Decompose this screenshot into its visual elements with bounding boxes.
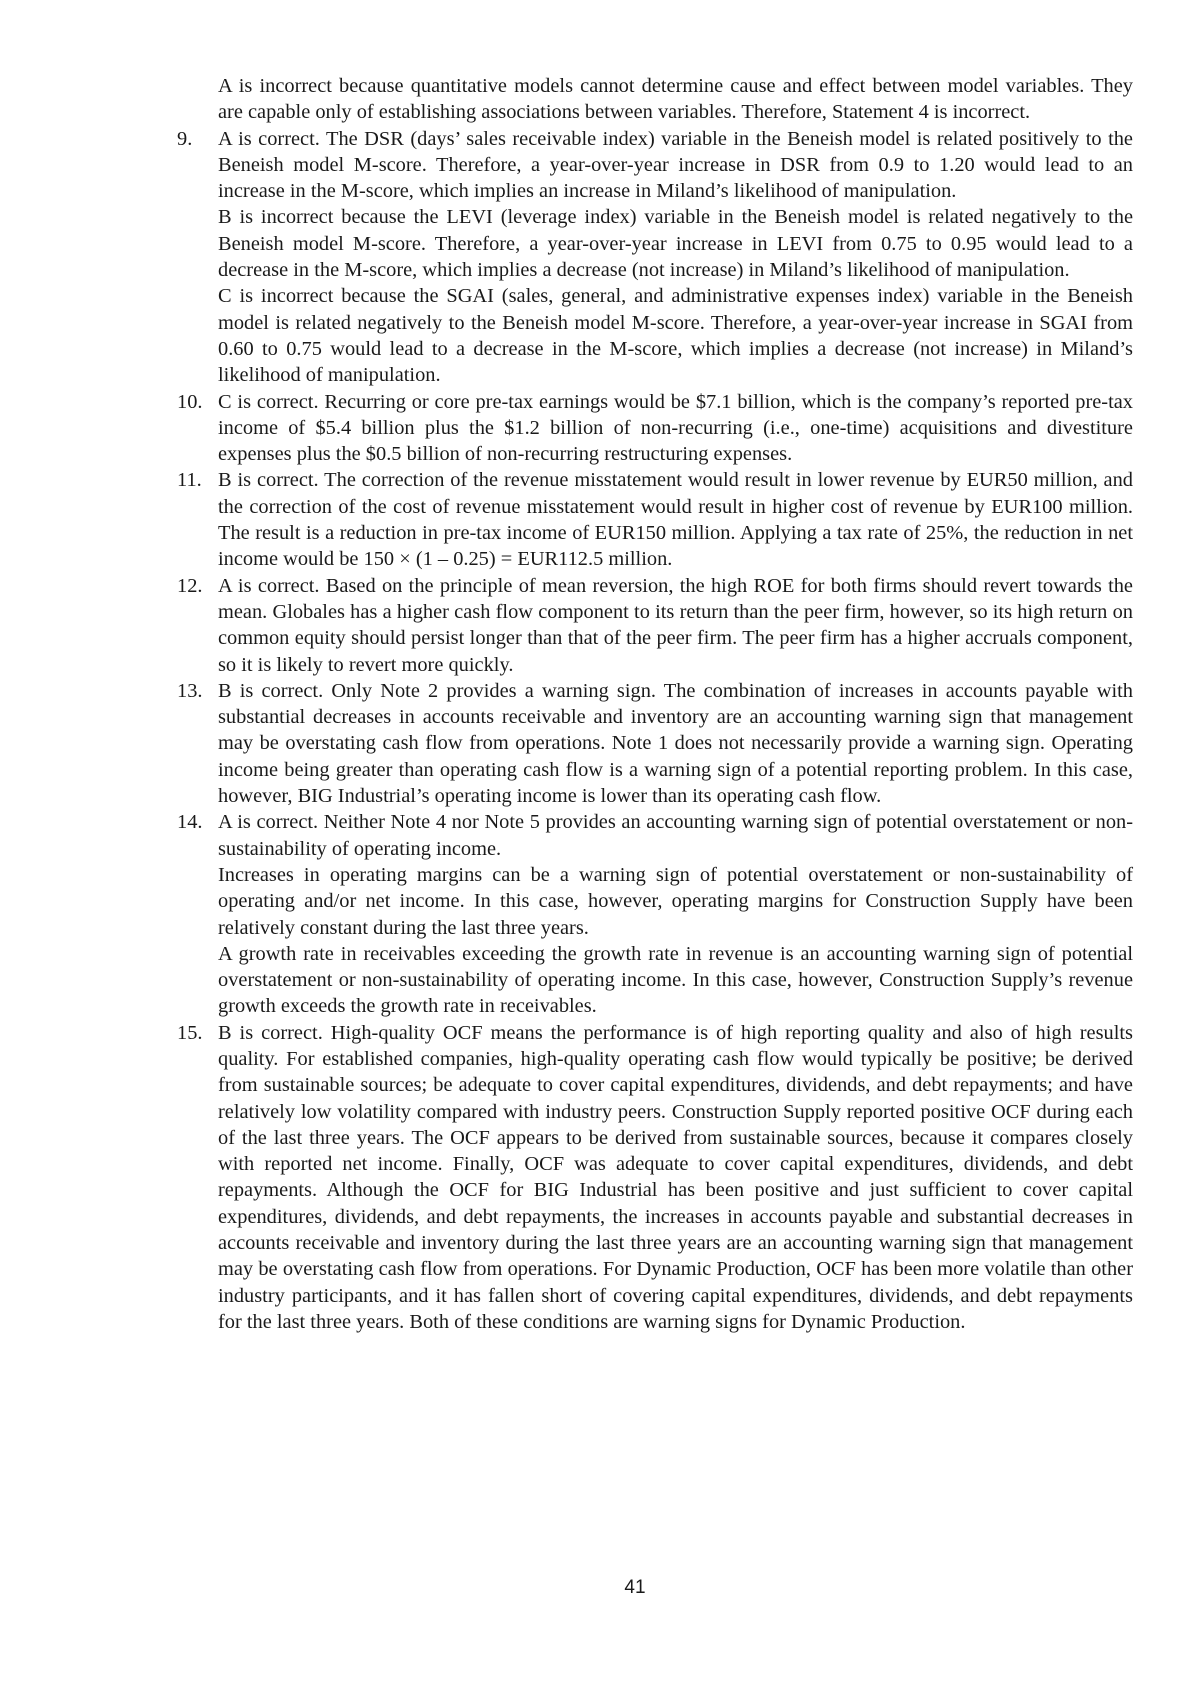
item-number: 14. — [177, 811, 203, 834]
item-paragraph: B is correct. Only Note 2 provides a warning sign. The combination of increases in accounts payable with substantial decreases in accounts receivable and inventory are an accounting warning sign that management may be overstating cash flow from operations. Note 1 does not necessarily provide a warning sign. Operating income being greater than operating cash flow is a warning sign of a potential reporting problem. In this case, however, BIG Industrial’s operating income is lower than its operating cash flow. — [218, 679, 1133, 808]
item-paragraph: C is incorrect because the SGAI (sales, general, and administrative expenses index) variable in the Beneish model is related negatively to the Beneish model M-score. Therefore, a year-over-year increase in SGAI from 0.60 to 0.75 would lead to a decrease in the M-score, which implies a decrease (not increase) in Miland’s likelihood of manipulation. — [218, 285, 1133, 387]
item-number: 10. — [177, 390, 203, 413]
answer-item-12 — [177, 573, 1133, 678]
answer-item-13 — [177, 678, 1133, 809]
answer-item-10 — [177, 389, 1133, 468]
item-paragraph: C is correct. Recurring or core pre-tax earnings would be $7.1 billion, which is the company’s reported pre-tax income of $5.4 billion plus the $1.2 billion of non-recurring (i.e., one-time) acquisitions and divestiture expenses plus the $0.5 billion of non-recurring restructuring expenses. — [218, 390, 1133, 466]
answer-item-9 — [177, 126, 1133, 389]
item-number: 9. — [177, 127, 193, 150]
item-paragraph: Increases in operating margins can be a warning sign of potential overstatement or non-sustainability of operating and/or net income. In this case, however, operating margins for Construction Supply have been relatively constant during the last three years. — [218, 863, 1133, 939]
answer-item-11 — [177, 467, 1133, 572]
item-paragraph: A is correct. Based on the principle of mean reversion, the high ROE for both firms should revert towards the mean. Globales has a higher cash flow component to its return than the peer firm, however, so its high return on common equity should persist longer than that of the peer firm. The peer firm has a higher accruals component, so it is likely to revert more quickly. — [218, 574, 1133, 676]
item-paragraph: B is correct. The correction of the revenue misstatement would result in lower revenue by EUR50 million, and the correction of the cost of revenue misstatement would result in higher cost of revenue by EUR100 million. The result is a reduction in pre-tax income of EUR150 million. Applying a tax rate of 25%, the reduction in net income would be 150 × (1 – 0.25) = EUR112.5 million. — [218, 469, 1133, 571]
item-paragraph: B is correct. High-quality OCF means the performance is of high reporting quality and also of high results quality. For established companies, high-quality operating cash flow would typically be positive; be derived from sustainable sources; be adequate to cover capital expenditures, dividends, and debt repayments; and have relatively low volatility compared with industry peers. Construction Supply reported positive OCF during each of the last three years. The OCF appears to be derived from sustainable sources, because it compares closely with reported net income. Finally, OCF was adequate to cover capital expenditures, dividends, and debt repayments. Although the OCF for BIG Industrial has been positive and just sufficient to cover capital expenditures, dividends, and debt repayments, the increases in accounts payable and substantial decreases in accounts receivable and inventory during the last three years are an accounting warning sign that management may be overstating cash flow from operations. For Dynamic Production, OCF has been more volatile than other industry participants, and it has fallen short of covering capital expenditures, dividends, and debt repayments for the last three years. Both of these conditions are warning signs for Dynamic Production. — [218, 1021, 1133, 1333]
page-number: 41 — [624, 1577, 646, 1598]
item-number: 15. — [177, 1021, 203, 1044]
intro-paragraph: A is incorrect because quantitative models cannot determine cause and effect between model variables. They are capable only of establishing associations between variables. Therefore, Statement 4 is incorrect. — [218, 75, 1133, 124]
item-number: 13. — [177, 679, 203, 702]
item-paragraph: A is correct. The DSR (days’ sales receivable index) variable in the Beneish model is related positively to the Beneish model M-score. Therefore, a year-over-year increase in DSR from 0.9 to 1.20 would lead to an increase in the M-score, which implies an increase in Miland’s likelihood of manipulation. — [218, 127, 1133, 203]
answer-item-14 — [177, 809, 1133, 1019]
answer-explanations — [177, 73, 1133, 1335]
answer-item-15 — [177, 1020, 1133, 1336]
item-paragraph: A growth rate in receivables exceeding the growth rate in revenue is an accounting warning sign of potential overstatement or non-sustainability of operating income. In this case, however, Construction Supply’s revenue growth exceeds the growth rate in receivables. — [218, 942, 1133, 1018]
item-number: 12. — [177, 574, 203, 597]
item-paragraph: A is correct. Neither Note 4 nor Note 5 provides an accounting warning sign of potential overstatement or non-sustainability of operating income. — [218, 811, 1133, 860]
item-number: 11. — [177, 469, 202, 492]
item-paragraph: B is incorrect because the LEVI (leverage index) variable in the Beneish model is related negatively to the Beneish model M-score. Therefore, a year-over-year increase in LEVI from 0.75 to 0.95 would lead to a decrease in the M-score, which implies a decrease (not increase) in Miland’s likelihood of manipulation. — [218, 206, 1133, 282]
